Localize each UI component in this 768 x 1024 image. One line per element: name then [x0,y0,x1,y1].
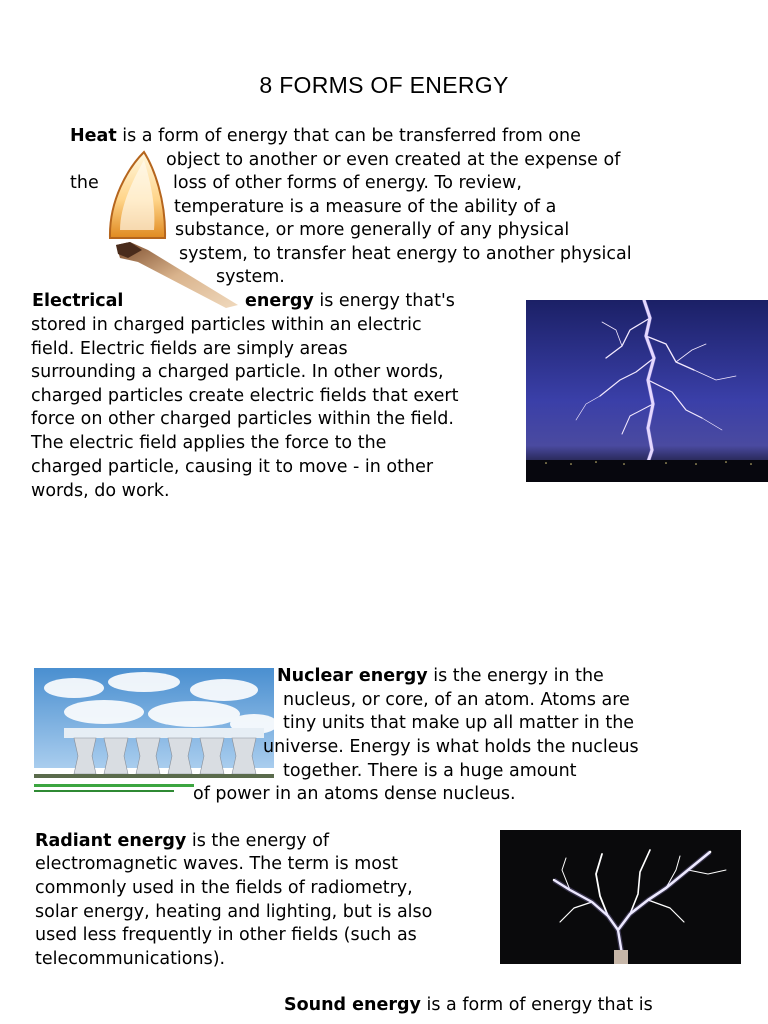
electrical-line-9: words, do work. [31,481,170,501]
radiant-term: Radiant energy [35,831,187,851]
candle-flame-icon [108,150,240,310]
electrical-text: is energy that's [313,291,455,311]
page-title: 8 FORMS OF ENERGY [259,72,509,98]
nuclear-line-5: together. There is a huge amount [283,761,577,781]
radiant-line-5: used less frequently in other fields (such as [35,925,417,945]
sound-term: Sound energy [284,995,421,1015]
nuclear-line-3: tiny units that make up all matter in the [283,713,635,733]
nuclear-line-1 [277,665,604,687]
electrical-term-part1: Electrical [32,291,124,311]
nuclear-term: Nuclear energy [277,666,428,686]
electrical-line-6: force on other charged particles within the field. [31,409,454,429]
nuclear-line-6: of power in an atoms dense nucleus. [193,784,516,804]
nuclear-text: is the energy in the [427,666,604,686]
electrical-line-4: surrounding a charged particle. In other words, [31,362,444,382]
radiant-text: is the energy of [186,831,330,851]
radiant-line-3: commonly used in the fields of radiometry, [35,878,413,898]
electrical-line-7: The electric field applies the force to the [31,433,387,453]
radiant-line-4: solar energy, heating and lighting, but is also [35,902,433,922]
heat-line-3b: loss of other forms of energy. To review, [173,173,522,193]
radiant-line-6: telecommunications). [35,949,226,969]
heat-line-6: system, to transfer heat energy to another physical [179,244,632,264]
electrical-line-8: charged particle, causing it to move - in other [31,457,434,477]
heat-line-5: substance, or more generally of any physical [175,220,570,240]
electrical-line-5: charged particles create electric fields that exert [31,386,459,406]
radiant-line-2: electromagnetic waves. The term is most [35,854,398,874]
heat-line-1 [70,125,581,147]
heat-text: is a form of energy that can be transferred from one [116,126,581,146]
heat-line-2: object to another or even created at the expense of [166,150,621,170]
electrical-term-part2: energy [245,291,314,311]
electrical-line-2: stored in charged particles within an electric [31,315,422,335]
heat-line-4: temperature is a measure of the ability of a [174,197,557,217]
radiant-line-1 [35,830,329,852]
heat-line-3a: the [70,173,99,193]
sound-line-1 [284,994,653,1016]
electrical-line-1 [245,290,455,312]
sound-text: is a form of energy that is [420,995,653,1015]
cooling-towers-photo [34,668,274,798]
nuclear-line-4: universe. Energy is what holds the nucleus [263,737,639,757]
electrical-line-3: field. Electric fields are simply areas [31,339,348,359]
heat-line-7: system. [216,267,285,287]
nuclear-line-2: nucleus, or core, of an atom. Atoms are [283,690,630,710]
heat-term: Heat [70,126,117,146]
lightning-photo [526,300,768,482]
plasma-discharge-photo [500,830,741,964]
